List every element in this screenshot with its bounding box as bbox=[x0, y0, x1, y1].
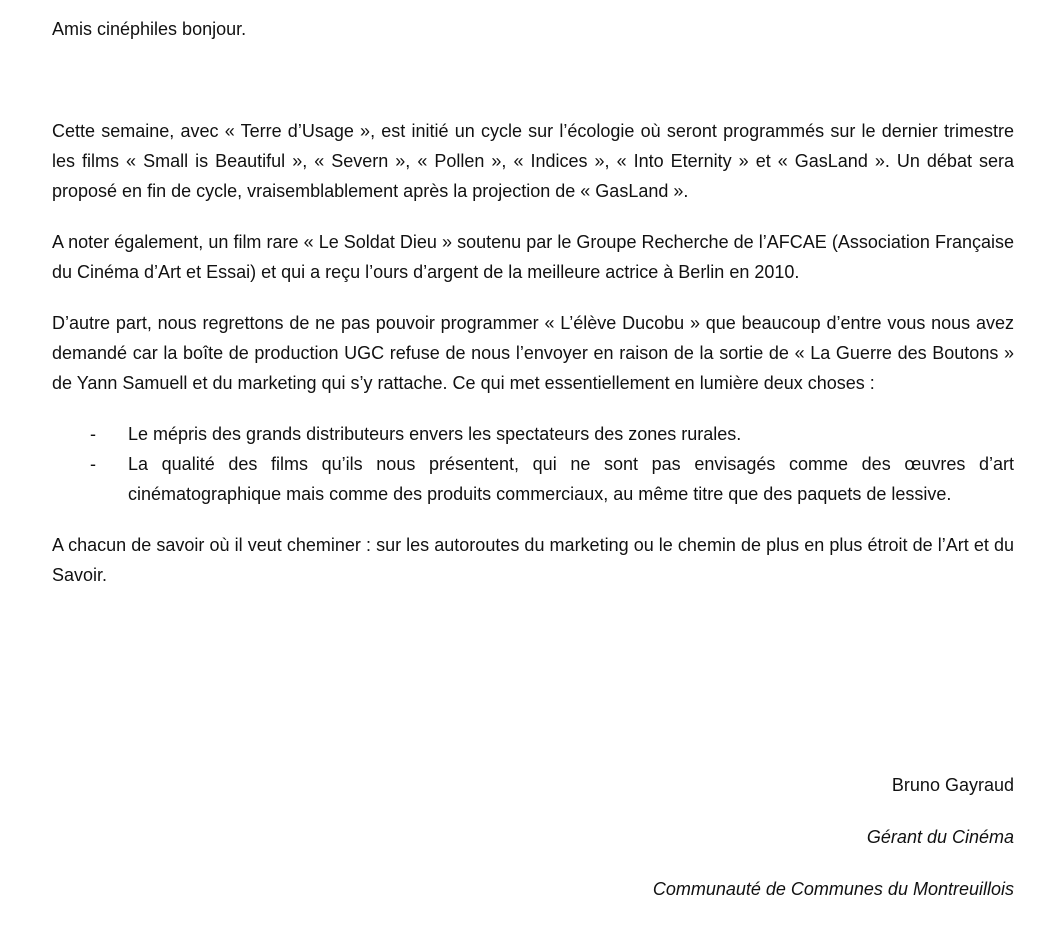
list-item bbox=[52, 419, 1014, 449]
signature-name: Bruno Gayraud bbox=[891, 775, 1014, 795]
bullet-marker: - bbox=[90, 454, 96, 474]
bullet-list bbox=[52, 419, 1014, 509]
list-item-text: Le mépris des grands distributeurs envers les spectateurs des zones rurales. bbox=[128, 424, 742, 444]
paragraph-ducobu: D’autre part, nous regrettons de ne pas pouvoir programmer « L’élève Ducobu » que beaucoup d’entre vous nous avez demandé car la boîte de production UGC refuse de nous l’envoyer en raison de la sortie de « La Guerre des Boutons » de Yann Samuell et du marketing qui s’y rattache. Ce qui met essentiellement en lumière deux choses : bbox=[52, 313, 1014, 393]
paragraph-conclusion: A chacun de savoir où il veut cheminer : sur les autoroutes du marketing ou le chemin de plus en plus étroit de l’Art et du Savoir. bbox=[52, 535, 1014, 585]
paragraph-ecology-cycle: Cette semaine, avec « Terre d’Usage », est initié un cycle sur l’écologie où seront programmés sur le dernier trimestre les films « Small is Beautiful », « Severn », « Pollen », « Indices », « Into Eternity » et « GasLand ». Un débat sera proposé en fin de cycle, vraisemblablement après la projection de « GasLand ». bbox=[52, 121, 1014, 201]
list-item-text: La qualité des films qu’ils nous présentent, qui ne sont pas envisagés comme des œuvres d’art cinématographique mais comme des produits commerciaux, au même titre que des paquets de lessive. bbox=[128, 454, 1014, 504]
bullet-marker: - bbox=[90, 424, 96, 444]
list-item bbox=[52, 449, 1014, 509]
signature-organization: Communauté de Communes du Montreuillois bbox=[652, 879, 1014, 899]
letter-body bbox=[52, 14, 1014, 590]
signature-block bbox=[314, 770, 1014, 926]
greeting: Amis cinéphiles bonjour. bbox=[52, 19, 247, 39]
paragraph-soldat-dieu: A noter également, un film rare « Le Soldat Dieu » soutenu par le Groupe Recherche de l’AFCAE (Association Française du Cinéma d’Art et Essai) et qui a reçu l’ours d’argent de la meilleure actrice à Berlin en 2010. bbox=[52, 232, 1014, 282]
signature-role: Gérant du Cinéma bbox=[866, 827, 1014, 847]
